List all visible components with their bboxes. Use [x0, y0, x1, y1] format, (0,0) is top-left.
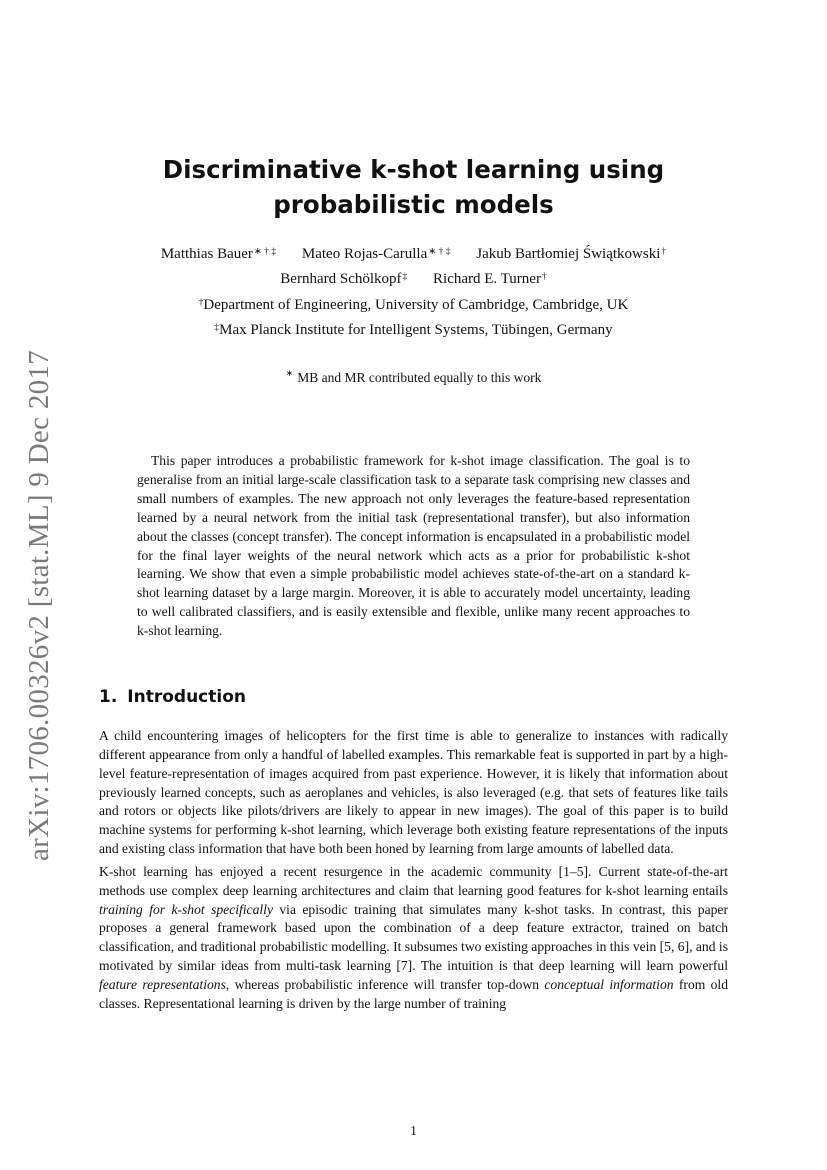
emphasis-text: conceptual information	[544, 976, 674, 992]
affiliation-text: Max Planck Institute for Intelligent Systems, Tübingen, Germany	[219, 322, 613, 338]
equal-contribution-text: MB and MR contributed equally to this work	[297, 370, 542, 385]
paper-title	[0, 152, 827, 222]
author-marks: ∗ † ‡	[253, 247, 277, 257]
paragraph-text: K-shot learning has enjoyed a recent resurgence in the academic community [1–5]. Current state-of-the-art methods use complex deep learning architectures and claim that learning good features for k-shot learning entails	[99, 863, 728, 898]
paper-title-line-1: Discriminative k-shot learning using	[162, 155, 665, 184]
author	[433, 267, 547, 292]
author	[280, 267, 407, 292]
author-list	[0, 242, 827, 292]
page-number: 1	[410, 1123, 417, 1138]
affiliation-text: Department of Engineering, University of Cambridge, Cambridge, UK	[203, 297, 629, 313]
author	[161, 242, 276, 267]
author-name: Richard E. Turner	[433, 271, 541, 287]
section-heading-introduction	[99, 687, 246, 707]
author-name: Bernhard Schölkopf	[280, 271, 402, 287]
arxiv-identifier-stamp	[20, 349, 60, 861]
paragraph	[99, 863, 728, 1014]
paragraph-text: via episodic training that simulates many k-shot tasks. In contrast, this paper proposes a general framework based upon the combination of a deep feature extractor, trained on batch classification, and traditional probabilistic modelling. It subsumes two existing approaches in this vein [5, 6], and is motivated by similar ideas from multi-task learning [7]. The intuition is that deep learning will learn powerful	[99, 901, 728, 974]
paragraph-text: from old classes. Representational learning is driven by the large number of training	[99, 976, 729, 1011]
paragraph-text: , whereas probabilistic inference will transfer top-down	[225, 976, 545, 992]
author	[302, 242, 451, 267]
affiliation-list	[0, 293, 827, 343]
affiliation-mark: †	[198, 298, 204, 308]
author-name: Matthias Bauer	[160, 246, 253, 262]
author-row-1	[0, 242, 827, 267]
author-marks: †	[661, 247, 667, 257]
paper-title-line-2: probabilistic models	[273, 190, 554, 219]
emphasis-text: training for k-shot specifically	[99, 901, 273, 917]
equal-contribution-note	[0, 370, 827, 386]
introduction-body	[99, 727, 728, 1018]
author-marks: ∗ † ‡	[428, 247, 451, 257]
author	[476, 242, 666, 267]
affiliation	[0, 318, 827, 343]
section-number: 1.	[99, 687, 118, 707]
emphasis-text: feature representations	[99, 976, 226, 992]
abstract: This paper introduces a probabilistic framework for k-shot image classification. The goal is to generalise from an initial large-scale classification task to a separate task comprising new classes and small numbers of examples. The new approach not only leverages the feature-based representation learned by a neural network from the initial task (representational transfer), but also information about the classes (concept transfer). The concept information is encapsulated in a probabilistic model for the final layer weights of the neural network which acts as a prior for probabilistic k-shot learning. We show that even a simple probabilistic model achieves state-of-the-art on a standard k-shot learning dataset by a large margin. Moreover, it is able to accurately model uncertainty, leading to well calibrated classifiers, and is easily extensible and flexible, unlike many recent approaches to k-shot learning.	[137, 453, 690, 639]
author-marks: ‡	[402, 272, 408, 282]
author-marks: †	[541, 272, 547, 282]
affiliation-mark: ‡	[214, 323, 220, 333]
author-row-2	[0, 267, 827, 292]
paragraph: A child encountering images of helicopters for the first time is able to generalize to instances with radically different appearance from only a handful of labelled examples. This remarkable feat is supported in part by a high-level feature-representation of images acquired from past experience. However, it is likely that information about previously learned concepts, such as aeroplanes and vehicles, is also leveraged (e.g. that sets of features like tails and rotors or objects like pilots/drivers are likely to appear in new images). The goal of this paper is to build machine systems for performing k-shot learning, which leverage both existing feature representations of the inputs and existing class information that have both been honed by learning from large amounts of labelled data.	[99, 728, 728, 857]
arxiv-identifier-text: arXiv:1706.00326v2 [stat.ML] 9 Dec 2017	[23, 349, 56, 861]
equal-contribution-mark: ∗	[285, 368, 294, 378]
author-name: Mateo Rojas-Carulla	[301, 246, 428, 262]
section-title: Introduction	[127, 687, 246, 707]
affiliation	[0, 293, 827, 318]
author-name: Jakub Bartłomiej Świątkowski	[476, 246, 661, 262]
